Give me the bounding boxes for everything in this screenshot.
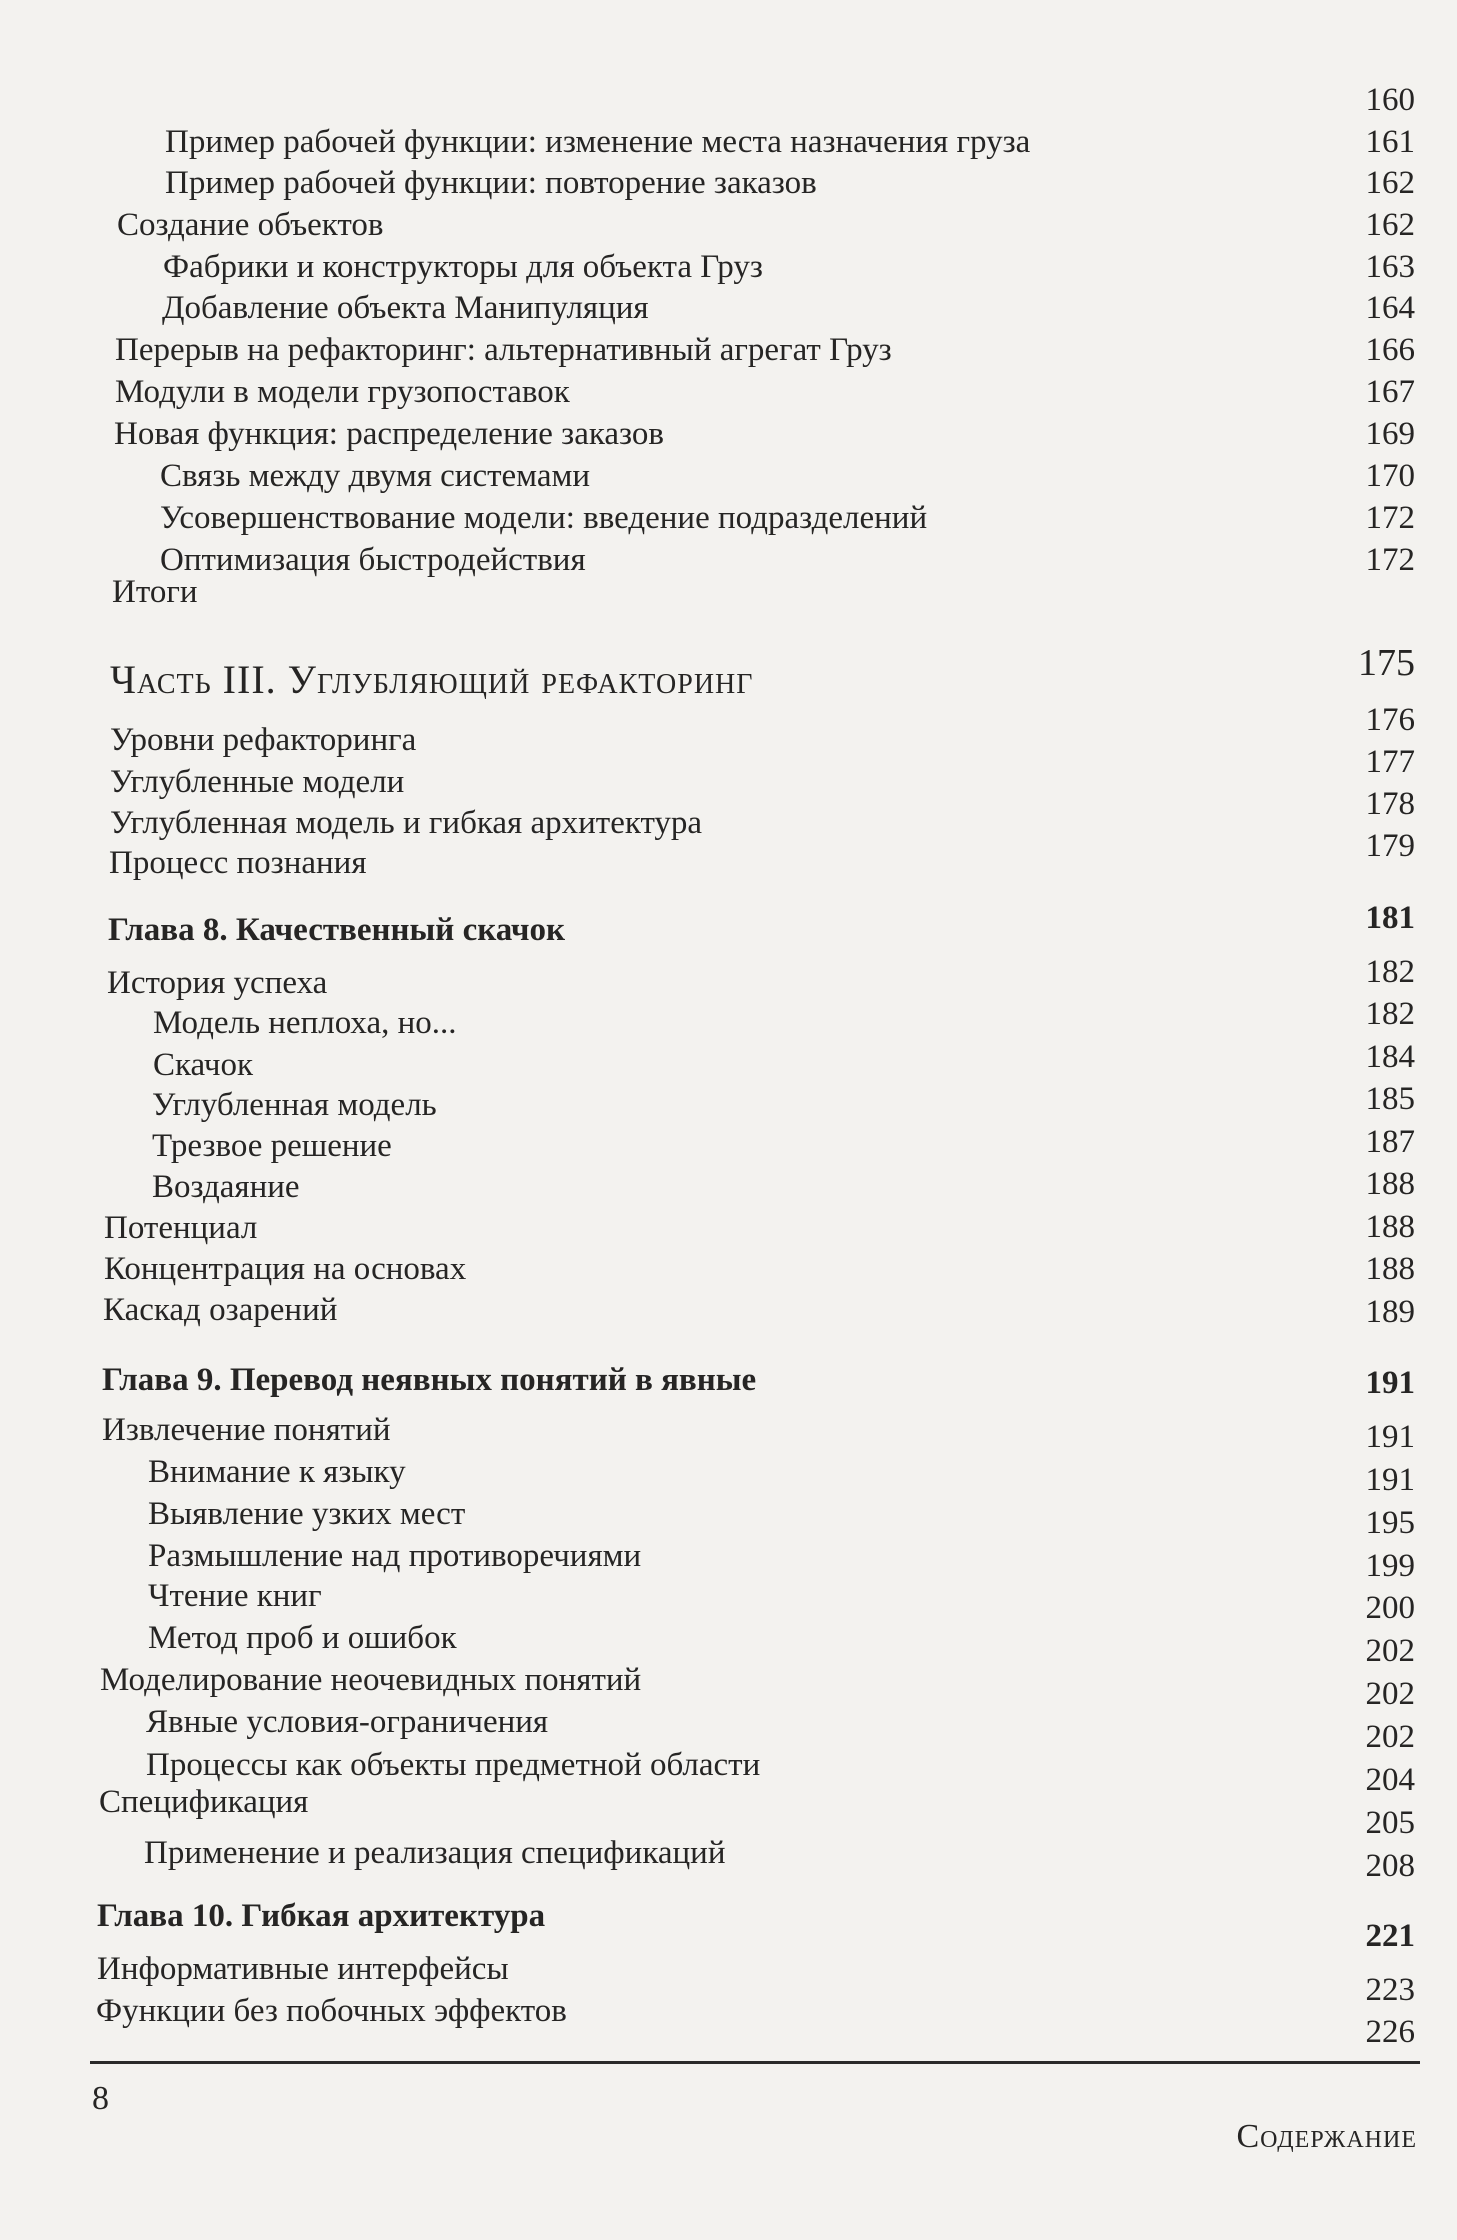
chapter-heading: Глава 9. Перевод неявных понятий в явные	[102, 1362, 757, 1398]
toc-page-number: 187	[1365, 1124, 1415, 1160]
toc-page-number: 167	[1365, 374, 1415, 410]
toc-entry: Извлечение понятий	[102, 1412, 391, 1448]
toc-page-number: 202	[1365, 1676, 1415, 1712]
toc-entry: Создание объектов	[117, 207, 384, 243]
toc-page-number: 200	[1365, 1590, 1415, 1626]
toc-entry: Оптимизация быстродействия	[160, 542, 586, 578]
toc-entry: Концентрация на основах	[104, 1251, 467, 1287]
toc-entry: Пример рабочей функции: повторение заказов	[165, 165, 817, 201]
toc-entry: Углубленная модель	[152, 1087, 437, 1123]
toc-entry: Воздаяние	[152, 1169, 300, 1205]
toc-entry: История успеха	[107, 965, 328, 1001]
toc-entry: Пример рабочей функции: изменение места назначения груза	[165, 124, 1031, 160]
chapter-heading: Глава 8. Качественный скачок	[108, 912, 566, 948]
toc-page-number: 177	[1365, 744, 1415, 780]
toc-page-number: 179	[1365, 828, 1415, 864]
toc-page-number: 175	[1358, 642, 1415, 684]
toc-entry: Фабрики и конструкторы для объекта Груз	[163, 249, 763, 285]
toc-entry: Чтение книг	[148, 1578, 322, 1614]
toc-page-number: 172	[1365, 542, 1415, 578]
toc-entry: Добавление объекта Манипуляция	[162, 290, 649, 326]
toc-page-number: 188	[1365, 1209, 1415, 1245]
toc-page-number: 182	[1365, 996, 1415, 1032]
toc-page-number: 178	[1365, 786, 1415, 822]
toc-entry: Спецификация	[99, 1784, 309, 1820]
toc-page-number: 223	[1365, 1972, 1415, 2008]
toc-entry: Моделирование неочевидных понятий	[100, 1662, 642, 1698]
running-title: Содержание	[1236, 2118, 1417, 2155]
toc-entry: Явные условия-ограничения	[146, 1704, 549, 1740]
toc-entry: Применение и реализация спецификаций	[144, 1835, 726, 1871]
toc-page-number: 202	[1365, 1719, 1415, 1755]
toc-page-number: 191	[1365, 1462, 1415, 1498]
toc-page-number: 163	[1365, 249, 1415, 285]
toc-entry: Углубленная модель и гибкая архитектура	[110, 805, 703, 841]
toc-page-number: 176	[1365, 702, 1415, 738]
toc-page-number: 208	[1365, 1848, 1415, 1884]
toc-entry: Метод проб и ошибок	[148, 1620, 457, 1656]
toc-page-number: 185	[1365, 1081, 1415, 1117]
toc-page-number: 162	[1365, 207, 1415, 243]
toc-page-number: 202	[1365, 1633, 1415, 1669]
toc-entry: Модули в модели грузопоставок	[115, 374, 570, 410]
toc-page-number: 184	[1365, 1039, 1415, 1075]
toc-entry: Информативные интерфейсы	[97, 1951, 509, 1987]
toc-entry: Трезвое решение	[152, 1128, 392, 1164]
toc-page-number: 191	[1365, 1419, 1415, 1455]
toc-page-number: 162	[1365, 165, 1415, 201]
toc-entry: Процессы как объекты предметной области	[146, 1747, 761, 1783]
toc-page-number: 195	[1365, 1505, 1415, 1541]
toc-entry: Усовершенствование модели: введение подразделений	[160, 500, 928, 536]
toc-page-number: 205	[1365, 1805, 1415, 1841]
toc-page-number: 166	[1365, 332, 1415, 368]
toc-entry: Углубленные модели	[110, 764, 405, 800]
toc-page-number: 164	[1365, 290, 1415, 326]
toc-page-number: 161	[1365, 124, 1415, 160]
toc-page-number: 189	[1365, 1294, 1415, 1330]
toc-page-number: 170	[1365, 458, 1415, 494]
toc-page-number: 226	[1365, 2014, 1415, 2050]
toc-page-number: 199	[1365, 1548, 1415, 1584]
chapter-heading: Глава 10. Гибкая архитектура	[97, 1898, 546, 1934]
part-heading: Часть III. Углубляющий рефакторинг	[110, 657, 754, 702]
toc-entry: Каскад озарений	[103, 1292, 338, 1328]
toc-entry: Выявление узких мест	[148, 1496, 466, 1532]
toc-entry: Функции без побочных эффектов	[96, 1993, 567, 2029]
toc-entry: Связь между двумя системами	[160, 458, 591, 494]
toc-page-number: 169	[1365, 416, 1415, 452]
toc-entry: Перерыв на рефакторинг: альтернативный агрегат Груз	[115, 332, 892, 368]
page-folio: 8	[92, 2080, 109, 2117]
toc-entry: Потенциал	[104, 1210, 258, 1246]
toc-entry: Модель неплоха, но...	[153, 1005, 457, 1041]
toc-entry: Размышление над противоречиями	[148, 1538, 642, 1574]
toc-page-number: 188	[1365, 1166, 1415, 1202]
toc-entry: Новая функция: распределение заказов	[114, 416, 664, 452]
toc-entry: Итоги	[112, 574, 198, 610]
toc-entry: Внимание к языку	[148, 1454, 406, 1490]
toc-entry: Процесс познания	[109, 845, 367, 881]
toc-page-number: 188	[1365, 1251, 1415, 1287]
toc-entry: Скачок	[153, 1047, 253, 1083]
toc-page-number: 172	[1365, 500, 1415, 536]
footer-rule	[90, 2061, 1420, 2064]
toc-page-number: 182	[1365, 954, 1415, 990]
toc-page-number: 160	[1365, 82, 1415, 118]
toc-page-number: 221	[1365, 1918, 1415, 1954]
toc-page-number: 204	[1365, 1762, 1415, 1798]
toc-page-number: 181	[1365, 900, 1415, 936]
toc-entry: Уровни рефакторинга	[110, 722, 417, 758]
toc-page-number: 191	[1365, 1365, 1415, 1401]
